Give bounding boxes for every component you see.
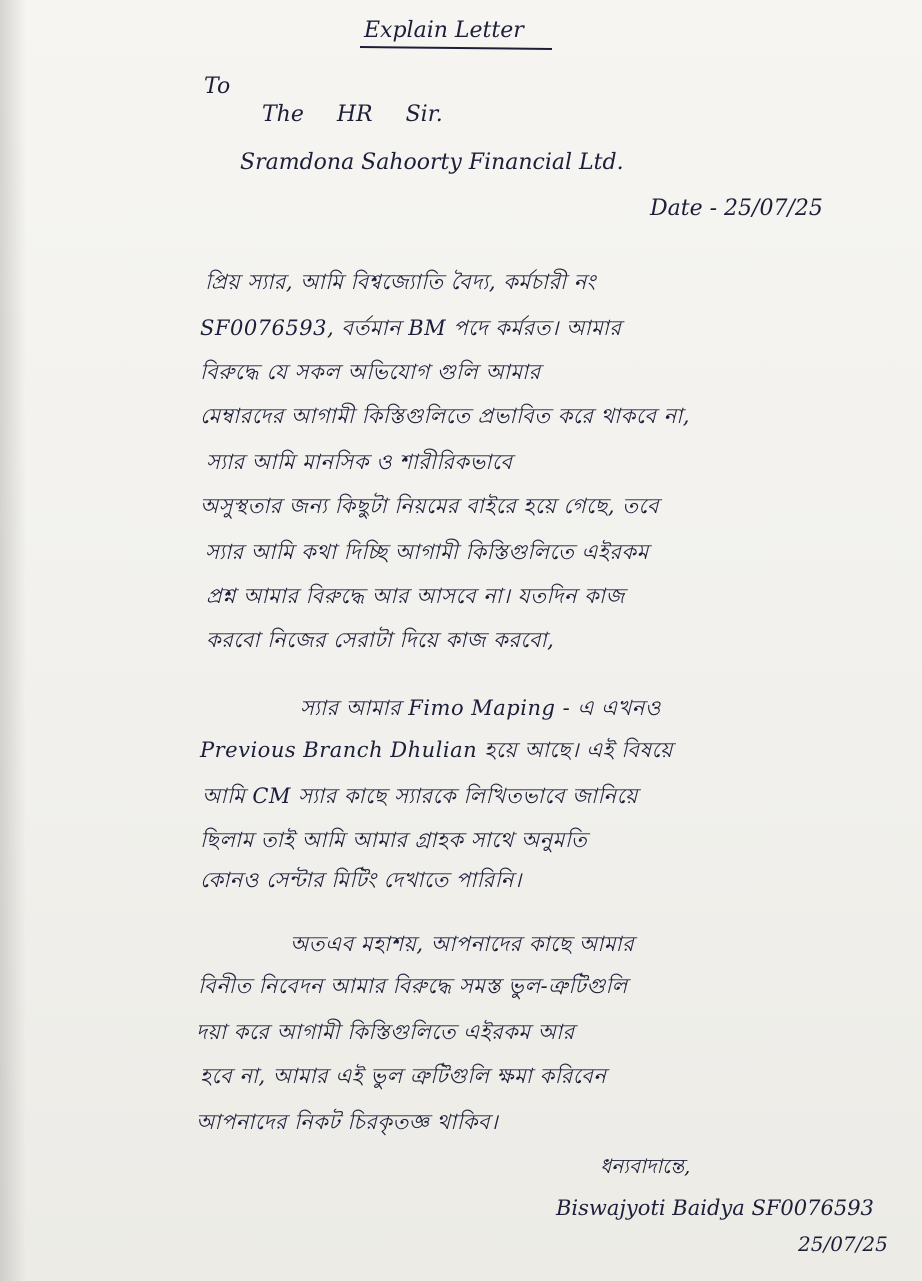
page-shadow (0, 0, 26, 1281)
closing-salutation: ধন্যবাদান্তে, (600, 1154, 691, 1178)
body-line: আমি CM স্যার কাছে স্যারকে লিখিতভাবে জানিয়ে (202, 784, 638, 808)
body-line: অতএব মহাশয়, আপনাদের কাছে আমার (290, 932, 635, 956)
letter-title: Explain Letter (364, 18, 524, 43)
signature: Biswajyoti Baidya SF0076593 (556, 1196, 874, 1220)
body-line: স্যার আমার Fimo Maping - এ এখনও (300, 696, 661, 720)
letter-date: Date - 25/07/25 (650, 196, 823, 221)
body-line: Previous Branch Dhulian হয়ে আছে। এই বিষয়ে (200, 738, 673, 762)
to-label: To (204, 74, 231, 99)
title-underline (360, 46, 552, 50)
body-line: দয়া করে আগামী কিস্তিগুলিতে এইরকম আর (196, 1020, 575, 1044)
body-line: স্যার আমি মানসিক ও শারীরিকভাবে (206, 450, 513, 474)
body-line: কোনও সেন্টার মিটিং দেখাতে পারিনি। (200, 868, 522, 892)
body-line: বিরুদ্ধে যে সকল অভিযোগ গুলি আমার (200, 360, 541, 384)
body-line: প্রশ্ন আমার বিরুদ্ধে আর আসবে না। যতদিন কাজ (206, 584, 625, 608)
body-line: স্যার আমি কথা দিচ্ছি আগামী কিস্তিগুলিতে এইরকম (205, 540, 649, 564)
recipient: The HR Sir. (262, 102, 443, 127)
body-line: প্রিয় স্যার, আমি বিশ্বজ্যোতি বৈদ্য, কর্মচারী নং (205, 270, 596, 294)
body-line: বিনীত নিবেদন আমার বিরুদ্ধে সমস্ত ভুল-ত্রুটিগুলি (198, 974, 628, 998)
body-line: অসুস্থতার জন্য কিছুটা নিয়মের বাইরে হয়ে গেছে, তবে (200, 494, 660, 518)
body-line: হবে না, আমার এই ভুল ত্রুটিগুলি ক্ষমা করিবেন (200, 1064, 607, 1088)
body-line: করবো নিজের সেরাটা দিয়ে কাজ করবো, (206, 628, 555, 652)
body-line: SF0076593, বর্তমান BM পদে কর্মরত। আমার (200, 316, 622, 340)
body-line: আপনাদের নিকট চিরকৃতজ্ঞ থাকিব। (196, 1110, 499, 1134)
body-line: মেম্বারদের আগামী কিস্তিগুলিতে প্রভাবিত করে থাকবে না, (200, 404, 690, 428)
body-line: ছিলাম তাই আমি আমার গ্রাহক সাথে অনুমতি (200, 828, 588, 852)
company-name: Sramdona Sahoorty Financial Ltd. (240, 150, 624, 175)
signature-date: 25/07/25 (798, 1232, 888, 1256)
